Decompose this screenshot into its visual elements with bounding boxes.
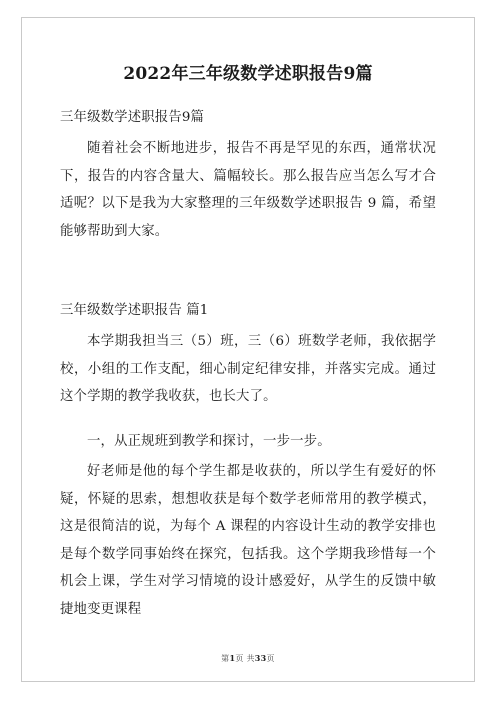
section-heading: 三年级数学述职报告 篇1 [60,303,209,318]
body-paragraph-3: 好老师是他的每个学生都是收获的，所以学生有爱好的怀疑，怀疑的思索，想想收获是每个数学老师常用的教学模式，这是很简洁的说，为每个 A 课程的内容设计生动的教学安排也是每个数学同事始终在探究，包括我。这个学期我珍惜每一个机会上课，学生对学习情境的设计感爱好，从学生的反馈中敏捷地变更课程 [60,464,436,617]
subtitle: 三年级数学述职报告9篇 [60,110,205,125]
footer-suffix: 页 [266,654,275,663]
footer-prefix: 第 [221,654,230,663]
page-footer [21,653,475,664]
footer-mid: 页 共 [235,654,255,663]
footer-current-page: 1 [229,653,236,663]
body-paragraph-2: 一，从正规班到教学和探讨，一步一步。 [87,434,331,449]
body-paragraph-1: 本学期我担当三（5）班，三（6）班数学老师，我依据学校，小组的工作支配，细心制定纪律安排，并落实完成。通过这个学期的教学我收获，也长大了。 [60,334,436,405]
document-title: 2022年三年级数学述职报告9篇 [123,64,373,84]
intro-paragraph: 随着社会不断地进步，报告不再是罕见的东西，通常状况下，报告的内容含量大、篇幅较长。那么报告应当怎么写才合适呢？以下是我为大家整理的三年级数学述职报告 9 篇，希望能够帮助到大家。 [60,141,436,239]
footer-total-pages: 33 [254,653,267,663]
